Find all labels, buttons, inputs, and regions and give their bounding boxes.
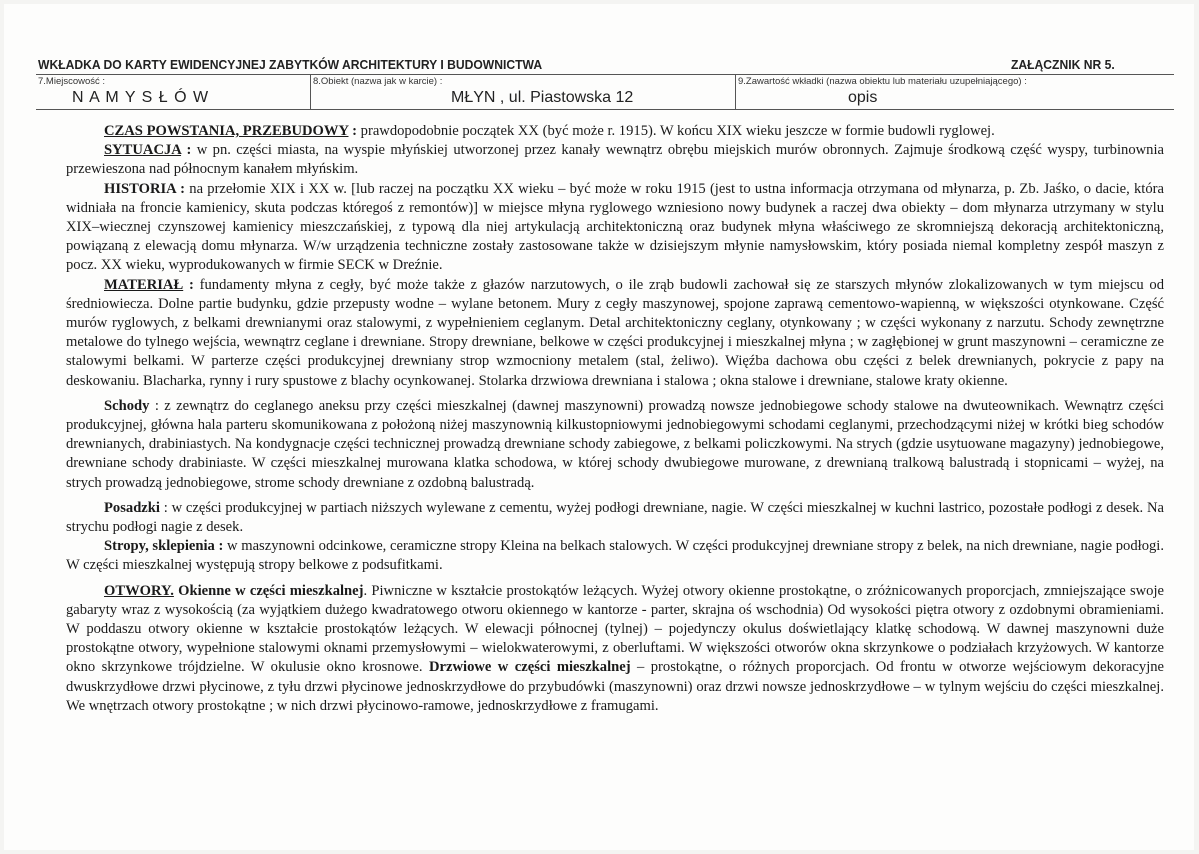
paragraph-text: : w części produkcyjnej w partiach niższych wylewane z cementu, wyżej podłogi drewniane, nagie. W części mieszkalnej w kuchni lastrico, pozostałe podłogi z desek. Na strychu podłogi nagie z desek.: [66, 499, 1164, 536]
paragraph: [66, 276, 1164, 391]
section-heading: :: [181, 142, 192, 159]
paragraph-text: : z zewnątrz do ceglanego aneksu przy części mieszkalnej (dawnej maszynowni) prowadzą nowsze jednobiegowe schody stalowe na dwuteownikach. Wewnątrz części produkcyjnej, główna hala parteru skomunikowana z położoną niżej maszynownią kilkustopniowymi jednobiegowymi schodami ceglanymi, przechodzącymi niżej w krótki bieg schodów drewnianych, drabiniastych. Na kondygnacje części technicznej prowadzą drewniane schody zabiegowe, z belkami policzkowymi. Na strych (gdzie usytuowane magazyny) jednobiegowe, drewniane schody drabiniaste. W części mieszkalnej murowana klatka schodowa, w której schody dwubiegowe murowane, z drewnianą tralkową balustradą i stopnicami – wyżej, na strych prowadzą jednobiegowe, strome schody drewniane z ozdobną balustradą.: [66, 397, 1164, 491]
field-label: 7.Miejscowość :: [38, 76, 106, 87]
section-heading: Drzwiowe w części mieszkalnej: [428, 659, 631, 676]
section-heading: Okienne w części mieszkalnej: [173, 582, 364, 599]
paragraph-text: . Piwniczne w kształcie prostokątów leżących. Wyżej otwory okienne prostokątne, o zróżnicowanych proporcjach, zmniejszające swoje gabaryty wraz z wysokością (za wyjątkiem dużego kwadratowego otworu okiennego w kantorze - parter, skrajna oś wschodnia) Od wysokości piętra otwory z ozdobnymi obramieniami. W poddaszu otwory okienne w kształcie prostokątów leżących. W elewacji północnej (tylnej) – pojedynczy okulus doświetlający klatkę schodową. W dawnej maszynowni duże prostokątne otwory, wypełnione stalowymi oknami przemysłowymi – wielokwaterowymi, z oberluftami. W większości otworów okna skrzynkowe o podziałach krzyżowych. W kantorze okno skrzynkowe trójdzielne. W okulusie okno krosnowe.: [66, 582, 1164, 676]
document-header: [38, 58, 1115, 72]
annex-number: ZAŁĄCZNIK NR 5.: [1010, 58, 1115, 72]
field-locality: [36, 75, 311, 109]
field-value: N A M Y S Ł Ó W: [72, 89, 210, 106]
section-heading: CZAS POWSTANIA, PRZEBUDOWY: [104, 123, 349, 139]
section-heading: :: [183, 276, 194, 293]
section-heading: SYTUACJA: [104, 142, 182, 159]
paragraph: [66, 397, 1164, 493]
document-body: [66, 122, 1164, 716]
paragraph-text: prawdopodobnie początek XX (być może r. 1915). W końcu XIX wieku jeszcze w formie budowli ryglowej.: [360, 123, 995, 139]
field-value: opis: [848, 89, 878, 106]
form-fields-table: [36, 74, 1174, 110]
section-heading: OTWORY.: [104, 582, 174, 599]
section-heading: Schody: [104, 397, 150, 414]
section-heading: Stropy, sklepienia :: [104, 538, 224, 555]
paragraph-text: – prostokątne, o różnych proporcjach. Od frontu w otworze wejściowym dekoracyjne dwuskrzydłowe drzwi płycinowe, z tyłu drzwi płycinowe jednoskrzydłowe do przybudówki (maszynowni) oraz drzwi nowsze jednoskrzydłowe – w tylnym wejściu do części mieszkalnej. We wnętrzach otwory prostokątne ; w nich drzwi płycinowo-ramowe, jednoskrzydłowe z framugami.: [66, 659, 1165, 714]
section-heading: :: [348, 123, 361, 139]
section-heading: Posadzki: [104, 499, 160, 516]
paragraph: [66, 582, 1164, 716]
paragraph-text: w pn. części miasta, na wyspie młyńskiej utworzonej przez kanały wewnątrz obrębu miejskich murów obronnych. Zajmuje środkową część wyspy, turbinownia przewieszona nad północnym kanałem młyńskim.: [66, 142, 1164, 178]
paragraph-text: w maszynowni odcinkowe, ceramiczne stropy Kleina na belkach stalowych. W części produkcyjnej drewniane stropy z belek, na nich drewniane, nagie podłogi. W części mieszkalnej występują stropy belkowe z podsufitkami.: [66, 538, 1165, 574]
field-value: MŁYN , ul. Piastowska 12: [451, 89, 634, 106]
paragraph-text: na przełomie XIX i XX w. [lub raczej na początku XX wieku – być może w roku 1915 (jest to ustna informacja otrzymana od młynarza, p. Zb. Jaśko, o dacie, która widniała na froncie kamienicy, skuta podczas któregoś z remontów)] w miejsce młyna ryglowego wzniesiono nowy budynek a raczej dwa obiekty – dom młynarza utrzymany w stylu XIX–wiecznej czynszowej kamienicy mieszczańskiej, z typową dla niej artykulacją architektoniczną oraz budynek młyna właściwego ze skromniejszą dekoracją architektoniczną, powiązaną z elewacją domu młynarza. W/w urządzenia techniczne zostały zastosowane także w dzisiejszym młynie namysłowskim, który posiada niemal kompletny zespół maszyn z pocz. XX wieku, wyprodukowanych w firmie SECK w Dreźnie.: [66, 180, 1165, 274]
field-object: [311, 75, 736, 109]
section-heading: HISTORIA :: [104, 180, 186, 197]
field-label: 8.Obiekt (nazwa jak w karcie) :: [313, 76, 443, 87]
document-page: [4, 4, 1194, 850]
paragraph: [66, 537, 1164, 575]
field-content: [736, 75, 1174, 109]
field-label: 9.Zawartość wkładki (nazwa obiektu lub materiału uzupełniającego) :: [738, 76, 1027, 87]
section-heading: MATERIAŁ: [104, 276, 184, 293]
paragraph-text: fundamenty młyna z cegły, być może także z głazów narzutowych, o ile zrąb budowli zachował się ze starszych młynów zlokalizowanych w tym miejscu od średniowiecza. Dolne partie budynku, gdzie przepusty wodne – wylane betonem. Mury z cegły maszynowej, spojone zaprawą cementowo-wapienną, w większości otynkowane. Część murów ryglowych, z belkami drewnianymi oraz stalowymi, z wypełnieniem ceglanym. Detal architektoniczny ceglany, otynkowany ; w części wykonany z narzutu. Schody zewnętrzne metalowe do tylnego wejścia, wewnątrz ceglane i drewniane. Stropy drewniane, belkowe w części produkcyjnej i mieszkalnej młyna ; w zagłębionej w grunt maszynowni – ceramiczne ze stalowymi belkami. W parterze części produkcyjnej drewniany strop wzmocniony metalem (stal, żeliwo). Więźba dachowa obu części z belek drewnianych, pokrycie z papy na deskowaniu. Blacharka, rynny i rury spustowe z blachy ocynkowanej. Stolarka drzwiowa drewniana i stalowa ; okna stalowe i drewniane, stalowe kraty okienne.: [66, 276, 1165, 389]
paragraph: [66, 180, 1164, 276]
form-title: WKŁADKA DO KARTY EWIDENCYJNEJ ZABYTKÓW ARCHITEKTURY I BUDOWNICTWA: [38, 58, 543, 72]
paragraph: [66, 122, 1164, 141]
paragraph: [66, 499, 1164, 537]
paragraph: [66, 141, 1164, 179]
